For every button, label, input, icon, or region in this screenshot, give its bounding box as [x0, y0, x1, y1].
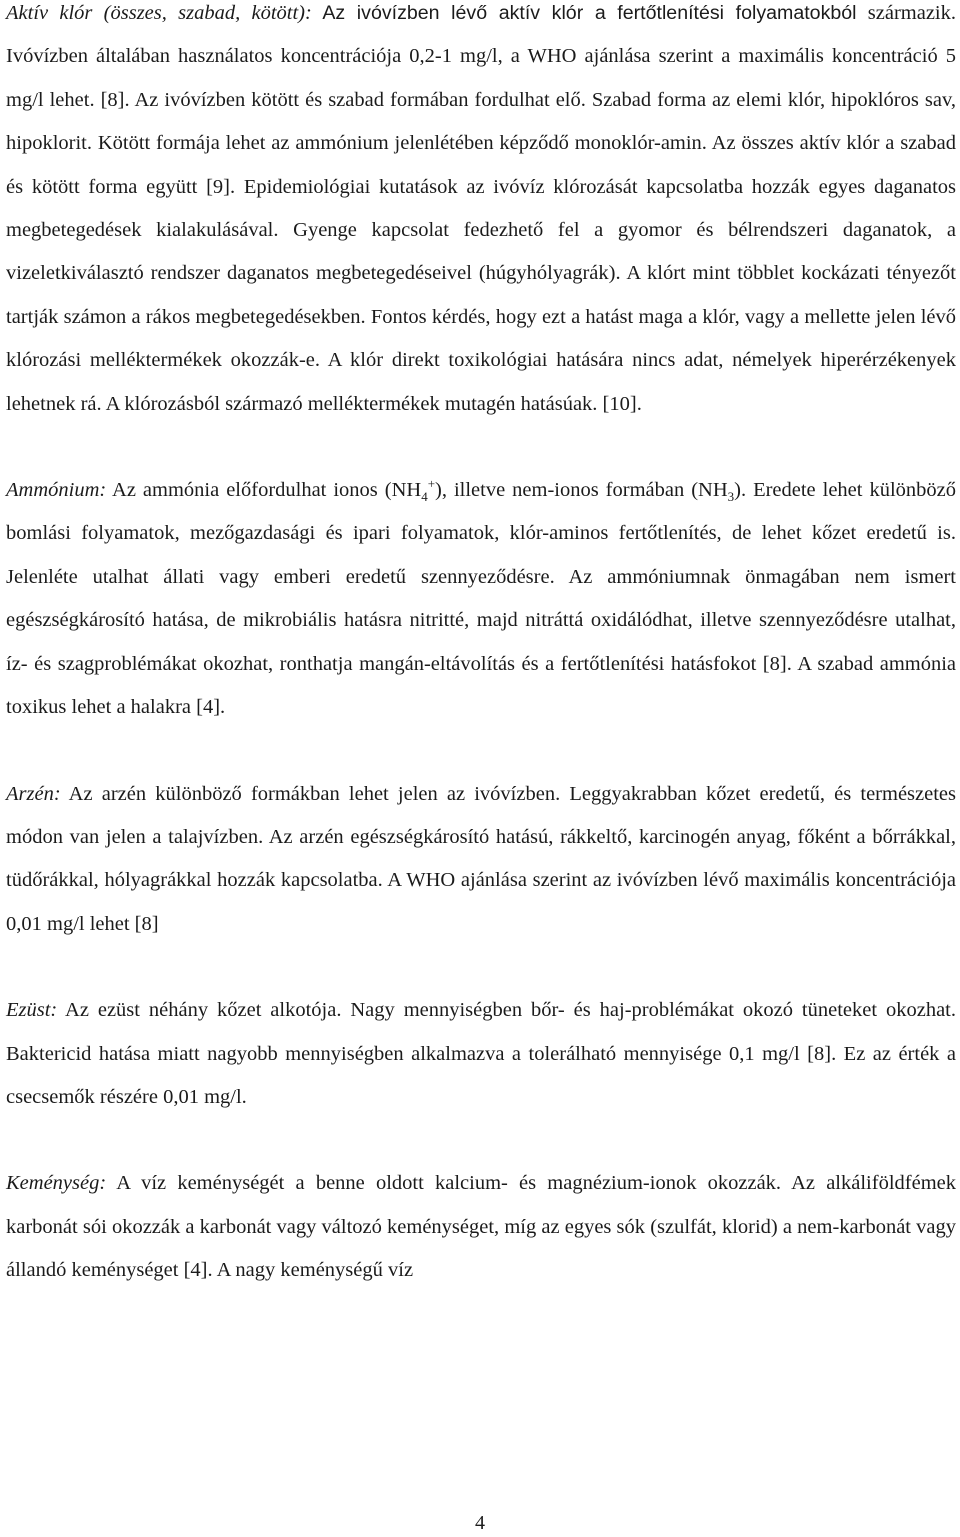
paragraph-text-sans: Az ivóvízben lévő aktív klór a fertőtlenítési folyamatokból [311, 2, 857, 24]
term-silver: Ezüst: [6, 999, 58, 1022]
term-active-chlorine: Aktív klór (összes, szabad, kötött): [6, 2, 312, 24]
paragraph-active-chlorine [6, 0, 956, 426]
page-number: 4 [475, 1512, 485, 1534]
paragraph-text: Az ezüst néhány kőzet alkotója. Nagy mennyiségben bőr- és haj-problémákat okozó tüneteket okozhat. Baktericid hatása miatt nagyobb mennyiségben alkalmazva a tolerálható mennyisége 0,1 mg/l [8]. Ez az érték a csecsemők részére 0,01 mg/l. [6, 999, 956, 1108]
subscript-4: 4 [421, 489, 428, 505]
subscript-3: 3 [727, 489, 735, 505]
paragraph-text: származik. Ivóvízben általában használatos koncentrációja 0,2-1 mg/l, a WHO ajánlása szerint a maximális koncentráció 5 mg/l lehet. [8]. Az ivóvízben kötött és szabad formában fordulhat elő. Szabad forma az elemi klór, hipoklóros sav, hipoklorit. Kötött formája lehet az ammónium jelenlétében képződő monoklór-amin. Az összes aktív klór a szabad és kötött forma együtt [9]. Epidemiológiai kutatások az ivóvíz klórozását kapcsolatba hozzák egyes daganatos megbetegedések kialakulásával. Gyenge kapcsolat fedezhető fel a gyomor és bélrendszeri daganatok, a vizeletkiválasztó rendszer daganatos megbetegedéseivel (húgyhólyagrák). A klórt mint többlet kockázati tényezőt tartják számon a rákos megbetegedésekben. Fontos kérdés, hogy ezt a hatást maga a klór, vagy a mellette jelen lévő klórozási melléktermékek okozzák-e. A klór direkt toxikológiai hatására nincs adat, némelyek hiperérzékenyek lehetnek rá. A klórozásból származó melléktermékek mutagén hatásúak. [10]. [6, 2, 956, 415]
term-ammonium: Ammónium: [6, 479, 107, 502]
term-hardness: Keménység: [6, 1172, 107, 1195]
paragraph-hardness [6, 1162, 956, 1292]
paragraph-silver [6, 989, 956, 1119]
paragraph-text: Az ammónia előfordulhat ionos (NH [106, 479, 422, 502]
paragraph-ammonium [6, 469, 956, 729]
term-arsenic: Arzén: [6, 782, 61, 805]
paragraph-text: ), illetve nem-ionos formában (NH [435, 479, 728, 502]
paragraph-text: Az arzén különböző formákban lehet jelen az ivóvízben. Leggyakrabban kőzet eredetű, és természetes módon van jelen a talajvízben. Az arzén egészségkárosító hatású, rákkeltő, karcinogén anyag, főként a bőrrákkal, tüdőrákkal, hólyagrákkal hozzák kapcsolatba. A WHO ajánlása szerint az ivóvízben lévő maximális koncentrációja 0,01 mg/l lehet [8] [6, 782, 956, 935]
paragraph-text: A víz keménységét a benne oldott kalcium- és magnézium-ionok okozzák. Az alkáliföldfémek karbonát sói okozzák a karbonát vagy változó keménységet, míg az egyes sók (szulfát, klorid) a nem-karbonát vagy állandó keménységet [4]. A nagy keménységű víz [6, 1172, 956, 1282]
superscript-plus: + [427, 476, 436, 492]
paragraph-arsenic [6, 773, 956, 947]
paragraph-text: ). Eredete lehet különböző bomlási folyamatok, mezőgazdasági és ipari folyamatok, klór-aminos fertőtlenítés, de lehet kőzet eredetű is. Jelenléte utalhat állati vagy emberi eredetű szennyeződésre. Az ammóniumnak önmagában nem ismert egészségkárosító hatása, de mikrobiális hatásra nitritté, majd nitráttá oxidálódhat, illetve szennyeződésre utalhat, íz- és szagproblémákat okozhat, ronthatja mangán-eltávolítás és a fertőtlenítési hatásfokot [8]. A szabad ammónia toxikus lehet a halakra [4]. [6, 479, 956, 719]
